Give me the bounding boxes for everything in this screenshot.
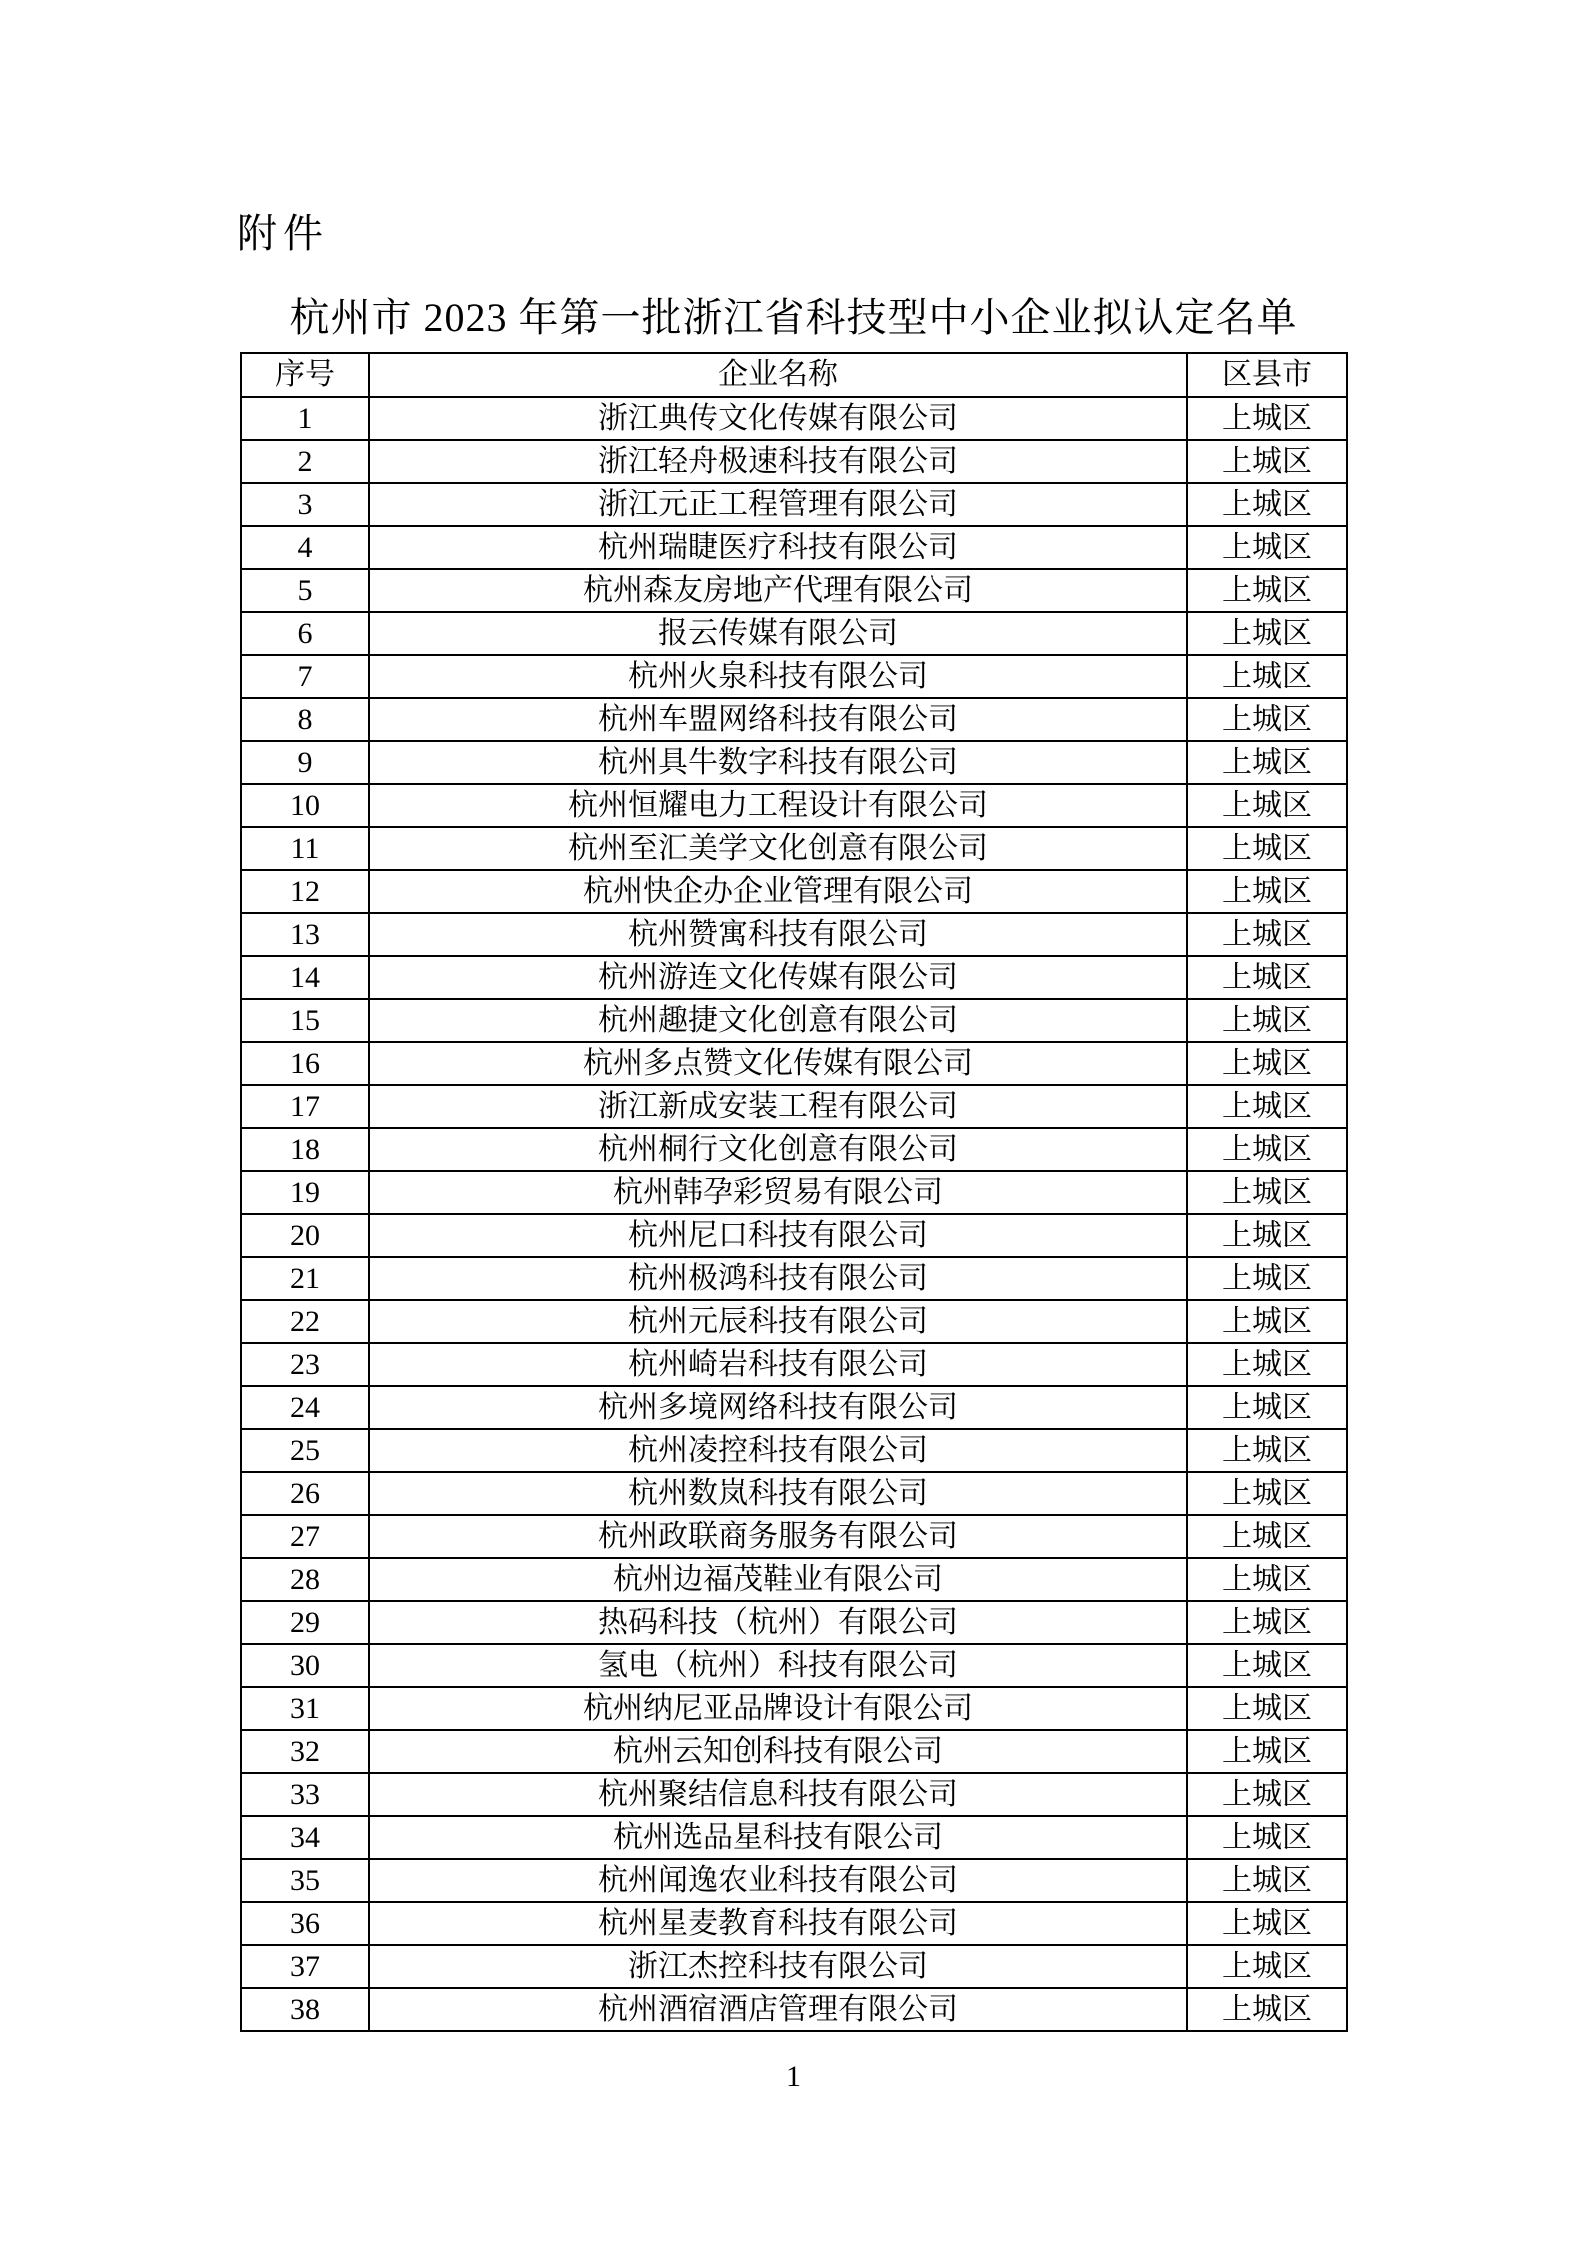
table-row [241,1386,1347,1429]
district-cell: 上城区 [1187,1730,1347,1773]
company-name-cell: 杭州边福茂鞋业有限公司 [369,1558,1187,1601]
table-body [241,397,1347,2031]
row-index-cell: 35 [241,1859,369,1902]
district-cell: 上城区 [1187,1859,1347,1902]
page-number: 1 [786,2060,801,2093]
district-cell: 上城区 [1187,1687,1347,1730]
company-name-cell: 杭州车盟网络科技有限公司 [369,698,1187,741]
company-name-cell: 杭州瑞睫医疗科技有限公司 [369,526,1187,569]
district-cell: 上城区 [1187,999,1347,1042]
row-index-cell: 16 [241,1042,369,1085]
row-index-cell: 14 [241,956,369,999]
row-index-cell: 2 [241,440,369,483]
row-index-cell: 37 [241,1945,369,1988]
table-row [241,1515,1347,1558]
table-row [241,1343,1347,1386]
district-cell: 上城区 [1187,827,1347,870]
district-cell: 上城区 [1187,440,1347,483]
company-name-cell: 浙江元正工程管理有限公司 [369,483,1187,526]
table-row [241,655,1347,698]
row-index-cell: 24 [241,1386,369,1429]
company-name-cell: 杭州聚结信息科技有限公司 [369,1773,1187,1816]
table-row [241,1300,1347,1343]
row-index-cell: 9 [241,741,369,784]
district-cell: 上城区 [1187,698,1347,741]
table-row [241,999,1347,1042]
row-index-cell: 36 [241,1902,369,1945]
district-cell: 上城区 [1187,1042,1347,1085]
company-name-cell: 杭州火泉科技有限公司 [369,655,1187,698]
district-cell: 上城区 [1187,1386,1347,1429]
district-cell: 上城区 [1187,1945,1347,1988]
company-name-cell: 杭州多点赞文化传媒有限公司 [369,1042,1187,1085]
company-name-cell: 杭州政联商务服务有限公司 [369,1515,1187,1558]
table-row [241,569,1347,612]
company-name-cell: 热码科技（杭州）有限公司 [369,1601,1187,1644]
company-name-cell: 浙江轻舟极速科技有限公司 [369,440,1187,483]
company-name-cell: 杭州趣捷文化创意有限公司 [369,999,1187,1042]
company-name-cell: 杭州纳尼亚品牌设计有限公司 [369,1687,1187,1730]
district-cell: 上城区 [1187,526,1347,569]
company-name-cell: 杭州赞寓科技有限公司 [369,913,1187,956]
table-row [241,1601,1347,1644]
district-cell: 上城区 [1187,1515,1347,1558]
row-index-cell: 4 [241,526,369,569]
company-name-cell: 杭州多境网络科技有限公司 [369,1386,1187,1429]
district-cell: 上城区 [1187,1601,1347,1644]
company-name-cell: 杭州选品星科技有限公司 [369,1816,1187,1859]
district-cell: 上城区 [1187,741,1347,784]
row-index-cell: 30 [241,1644,369,1687]
company-name-cell: 氢电（杭州）科技有限公司 [369,1644,1187,1687]
row-index-cell: 22 [241,1300,369,1343]
row-index-cell: 15 [241,999,369,1042]
company-name-cell: 杭州快企办企业管理有限公司 [369,870,1187,913]
row-index-cell: 20 [241,1214,369,1257]
company-name-cell: 杭州数岚科技有限公司 [369,1472,1187,1515]
company-name-cell: 杭州酒宿酒店管理有限公司 [369,1988,1187,2031]
table-row [241,870,1347,913]
row-index-cell: 28 [241,1558,369,1601]
company-name-cell: 浙江杰控科技有限公司 [369,1945,1187,1988]
district-cell: 上城区 [1187,1429,1347,1472]
company-name-cell: 杭州极鸿科技有限公司 [369,1257,1187,1300]
district-cell: 上城区 [1187,1644,1347,1687]
table-row [241,1472,1347,1515]
column-header-index: 序号 [241,353,369,397]
district-cell: 上城区 [1187,913,1347,956]
district-cell: 上城区 [1187,1257,1347,1300]
district-cell: 上城区 [1187,784,1347,827]
row-index-cell: 23 [241,1343,369,1386]
company-name-cell: 杭州游连文化传媒有限公司 [369,956,1187,999]
company-table [240,352,1348,2032]
row-index-cell: 12 [241,870,369,913]
page-title: 杭州市 2023 年第一批浙江省科技型中小企业拟认定名单 [289,295,1298,340]
company-name-cell: 杭州尼口科技有限公司 [369,1214,1187,1257]
table-row [241,1773,1347,1816]
row-index-cell: 27 [241,1515,369,1558]
district-cell: 上城区 [1187,1558,1347,1601]
company-name-cell: 杭州闻逸农业科技有限公司 [369,1859,1187,1902]
row-index-cell: 33 [241,1773,369,1816]
table-row [241,1644,1347,1687]
table-row [241,1687,1347,1730]
district-cell: 上城区 [1187,612,1347,655]
district-cell: 上城区 [1187,483,1347,526]
table-row [241,1429,1347,1472]
row-index-cell: 19 [241,1171,369,1214]
row-index-cell: 17 [241,1085,369,1128]
company-name-cell: 杭州恒耀电力工程设计有限公司 [369,784,1187,827]
table-row [241,1730,1347,1773]
row-index-cell: 11 [241,827,369,870]
table-row [241,1257,1347,1300]
company-name-cell: 杭州元辰科技有限公司 [369,1300,1187,1343]
company-name-cell: 杭州具牛数字科技有限公司 [369,741,1187,784]
company-name-cell: 浙江新成安装工程有限公司 [369,1085,1187,1128]
table-row [241,1902,1347,1945]
district-cell: 上城区 [1187,870,1347,913]
district-cell: 上城区 [1187,1472,1347,1515]
row-index-cell: 8 [241,698,369,741]
row-index-cell: 31 [241,1687,369,1730]
table-row [241,956,1347,999]
company-name-cell: 杭州星麦教育科技有限公司 [369,1902,1187,1945]
table-row [241,784,1347,827]
row-index-cell: 29 [241,1601,369,1644]
row-index-cell: 38 [241,1988,369,2031]
row-index-cell: 26 [241,1472,369,1515]
district-cell: 上城区 [1187,1171,1347,1214]
district-cell: 上城区 [1187,1902,1347,1945]
table-row [241,526,1347,569]
table-row [241,440,1347,483]
district-cell: 上城区 [1187,397,1347,440]
row-index-cell: 5 [241,569,369,612]
district-cell: 上城区 [1187,1128,1347,1171]
table-row [241,1859,1347,1902]
table-row [241,1214,1347,1257]
row-index-cell: 6 [241,612,369,655]
table-row [241,397,1347,440]
table-row [241,1945,1347,1988]
district-cell: 上城区 [1187,569,1347,612]
table-row [241,1988,1347,2031]
company-name-cell: 杭州至汇美学文化创意有限公司 [369,827,1187,870]
row-index-cell: 25 [241,1429,369,1472]
table-row [241,1558,1347,1601]
table-row [241,612,1347,655]
table-row [241,1171,1347,1214]
table-row [241,1085,1347,1128]
row-index-cell: 18 [241,1128,369,1171]
row-index-cell: 1 [241,397,369,440]
row-index-cell: 32 [241,1730,369,1773]
district-cell: 上城区 [1187,1773,1347,1816]
company-name-cell: 杭州凌控科技有限公司 [369,1429,1187,1472]
table-row [241,741,1347,784]
table-row [241,1128,1347,1171]
district-cell: 上城区 [1187,1214,1347,1257]
company-name-cell: 浙江典传文化传媒有限公司 [369,397,1187,440]
table-row [241,483,1347,526]
table-row [241,1816,1347,1859]
attachment-label: 附件 [237,211,329,256]
district-cell: 上城区 [1187,956,1347,999]
row-index-cell: 34 [241,1816,369,1859]
table-row [241,827,1347,870]
company-name-cell: 杭州桐行文化创意有限公司 [369,1128,1187,1171]
row-index-cell: 13 [241,913,369,956]
company-name-cell: 杭州韩孕彩贸易有限公司 [369,1171,1187,1214]
table-row [241,913,1347,956]
district-cell: 上城区 [1187,1343,1347,1386]
company-name-cell: 杭州崎岩科技有限公司 [369,1343,1187,1386]
company-name-cell: 报云传媒有限公司 [369,612,1187,655]
row-index-cell: 3 [241,483,369,526]
company-name-cell: 杭州森友房地产代理有限公司 [369,569,1187,612]
table-row [241,1042,1347,1085]
district-cell: 上城区 [1187,1816,1347,1859]
district-cell: 上城区 [1187,1300,1347,1343]
column-header-company-name: 企业名称 [369,353,1187,397]
row-index-cell: 21 [241,1257,369,1300]
table-row [241,698,1347,741]
row-index-cell: 10 [241,784,369,827]
row-index-cell: 7 [241,655,369,698]
column-header-district: 区县市 [1187,353,1347,397]
table-header-row [241,353,1347,397]
district-cell: 上城区 [1187,655,1347,698]
company-name-cell: 杭州云知创科技有限公司 [369,1730,1187,1773]
district-cell: 上城区 [1187,1988,1347,2031]
district-cell: 上城区 [1187,1085,1347,1128]
